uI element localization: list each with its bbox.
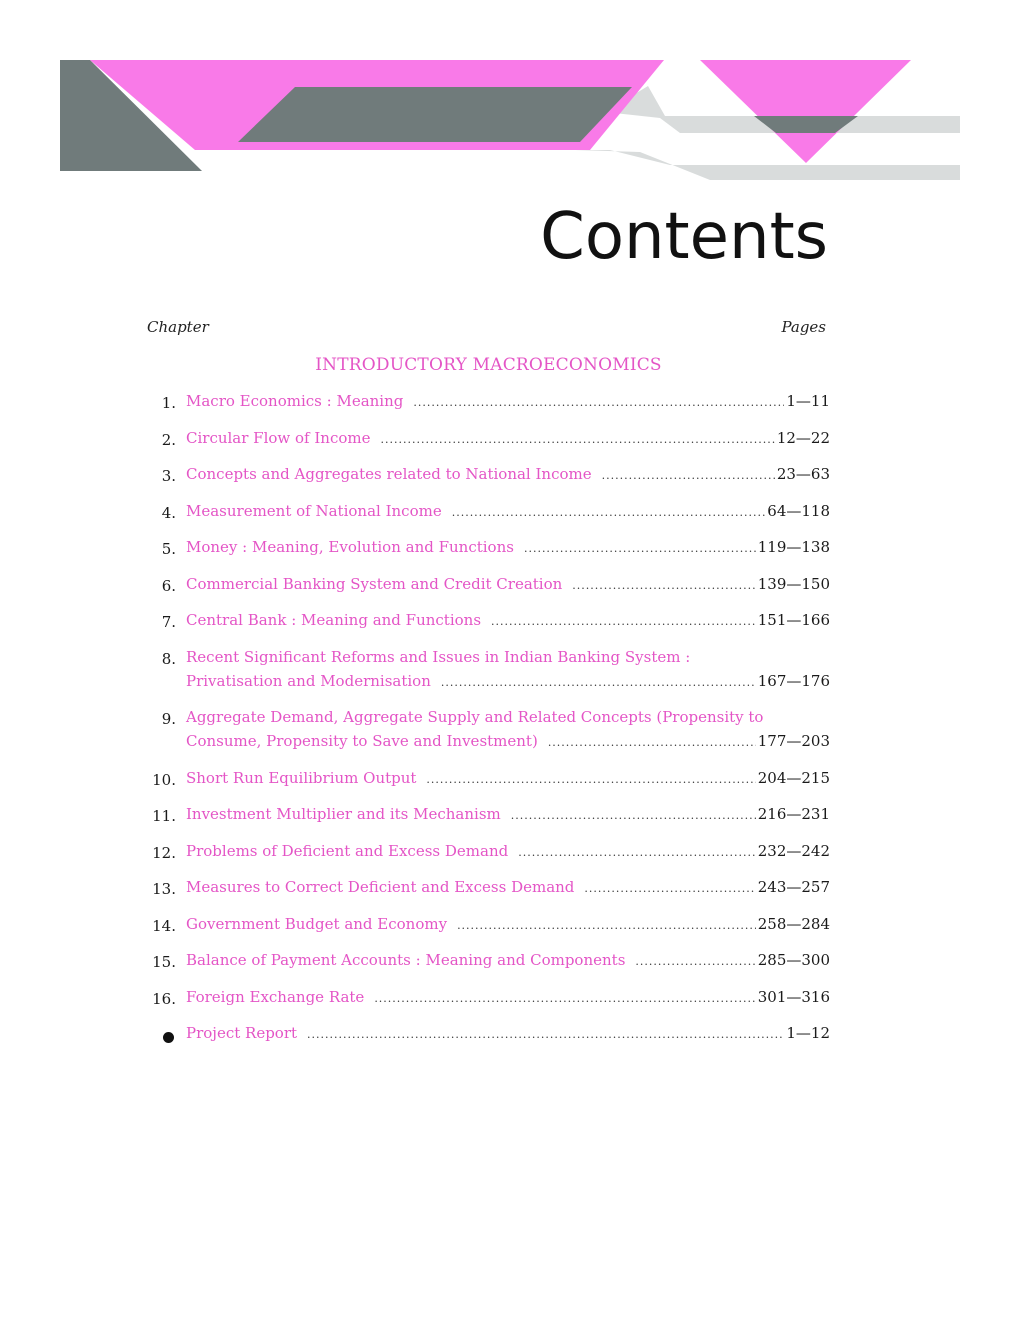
entry-title[interactable]: Project Report xyxy=(186,1024,298,1042)
dot-leader xyxy=(491,615,756,628)
entry-title-continued[interactable]: Consume, Propensity to Save and Investment) xyxy=(186,732,538,750)
toc-entry-7[interactable] xyxy=(147,611,830,648)
entry-number: 8. xyxy=(161,649,176,668)
entry-pages: 204—215 xyxy=(757,768,830,787)
toc-entry-14[interactable] xyxy=(147,915,830,952)
toc-entry-3[interactable] xyxy=(147,465,830,502)
dot-leader xyxy=(374,992,755,1005)
dot-leader xyxy=(441,676,756,689)
toc-entry-11[interactable] xyxy=(147,805,830,842)
decorative-banner xyxy=(0,0,1020,190)
toc-entry-10[interactable] xyxy=(147,769,830,806)
dot-leader xyxy=(635,955,755,968)
dot-leader xyxy=(572,579,755,592)
entry-pages: 23—63 xyxy=(776,465,830,483)
pages-column-header: Pages xyxy=(781,318,826,336)
toc-entry-15[interactable] xyxy=(147,951,830,988)
entry-title[interactable]: Problems of Deficient and Excess Demand xyxy=(186,841,509,860)
toc-entry-16[interactable] xyxy=(147,988,830,1025)
entry-pages: 177—203 xyxy=(757,732,830,750)
entry-number: 7. xyxy=(161,613,176,631)
entry-title[interactable]: Short Run Equilibrium Output xyxy=(186,768,417,787)
entry-pages: 232—242 xyxy=(757,841,830,860)
entry-number: 15. xyxy=(152,953,176,971)
entry-title[interactable]: Foreign Exchange Rate xyxy=(186,987,365,1006)
banner-light-gray-stripe-lower xyxy=(575,150,960,180)
entry-number: 14. xyxy=(152,916,176,935)
entry-title[interactable]: Measures to Correct Deficient and Excess Demand xyxy=(186,878,575,896)
dot-leader xyxy=(457,919,756,932)
entry-title[interactable]: Macro Economics : Meaning xyxy=(186,392,404,410)
entry-pages: 64—118 xyxy=(767,501,830,520)
entry-number: 5. xyxy=(161,540,176,558)
entry-pages: 285—300 xyxy=(757,951,830,969)
entry-pages: 301—316 xyxy=(757,987,830,1006)
toc-entry-1[interactable] xyxy=(147,392,830,429)
toc-entry-9[interactable] xyxy=(147,708,830,769)
entry-pages: 139—150 xyxy=(757,574,830,593)
bullet-icon xyxy=(163,1032,174,1043)
entry-title[interactable]: Commercial Banking System and Credit Creation xyxy=(186,574,563,593)
dot-leader xyxy=(426,773,755,786)
section-title: INTRODUCTORY MACROECONOMICS xyxy=(315,355,662,375)
entry-pages: 119—138 xyxy=(757,538,830,556)
toc-entry-8[interactable] xyxy=(147,648,830,709)
entry-number: 11. xyxy=(152,807,176,825)
toc-entry-4[interactable] xyxy=(147,502,830,539)
banner-gray-center-block xyxy=(238,87,632,142)
dot-leader xyxy=(602,469,775,482)
entry-title[interactable]: Recent Significant Reforms and Issues in Indian Banking System : xyxy=(186,647,691,666)
entry-number: 6. xyxy=(161,576,176,595)
page-title: Contents xyxy=(540,200,828,274)
entry-pages: 167—176 xyxy=(757,671,830,690)
entry-pages: 1—12 xyxy=(786,1024,830,1042)
entry-pages: 1—11 xyxy=(786,392,830,410)
dot-leader xyxy=(413,396,784,409)
dot-leader xyxy=(524,542,756,555)
entry-number: 16. xyxy=(152,989,176,1008)
toc-entry-12[interactable] xyxy=(147,842,830,879)
entry-pages: 243—257 xyxy=(757,878,830,896)
entry-title[interactable]: Investment Multiplier and its Mechanism xyxy=(186,805,501,823)
entry-number: 3. xyxy=(161,467,176,485)
toc-entry-6[interactable] xyxy=(147,575,830,612)
entry-title[interactable]: Measurement of National Income xyxy=(186,501,442,520)
table-of-contents xyxy=(147,392,830,1061)
entry-number: 4. xyxy=(161,503,176,522)
entry-number: 2. xyxy=(161,430,176,449)
entry-title[interactable]: Concepts and Aggregates related to National Income xyxy=(186,465,592,483)
toc-entry-project-report[interactable] xyxy=(147,1024,830,1061)
entry-number: 12. xyxy=(152,843,176,862)
dot-leader xyxy=(452,506,766,519)
banner-pink-triangle xyxy=(700,60,911,163)
dot-leader xyxy=(584,882,755,895)
entry-title[interactable]: Central Bank : Meaning and Functions xyxy=(186,611,482,629)
toc-entry-5[interactable] xyxy=(147,538,830,575)
toc-entry-2[interactable] xyxy=(147,429,830,466)
entry-number: 1. xyxy=(161,394,176,412)
entry-title[interactable]: Balance of Payment Accounts : Meaning and Components xyxy=(186,951,626,969)
entry-number: 9. xyxy=(161,710,176,728)
dot-leader xyxy=(307,1028,784,1041)
entry-pages: 151—166 xyxy=(757,611,830,629)
dot-leader xyxy=(511,809,756,822)
chapter-column-header: Chapter xyxy=(147,318,209,336)
dot-leader xyxy=(518,846,756,859)
dot-leader xyxy=(381,433,775,446)
dot-leader xyxy=(548,736,756,749)
entry-pages: 216—231 xyxy=(757,805,830,823)
entry-pages: 258—284 xyxy=(757,914,830,933)
toc-entry-13[interactable] xyxy=(147,878,830,915)
entry-number: 10. xyxy=(152,770,176,789)
entry-pages: 12—22 xyxy=(776,428,830,447)
entry-title[interactable]: Circular Flow of Income xyxy=(186,428,371,447)
entry-number: 13. xyxy=(152,880,176,898)
entry-title[interactable]: Aggregate Demand, Aggregate Supply and Related Concepts (Propensity to xyxy=(186,708,764,726)
entry-title[interactable]: Money : Meaning, Evolution and Functions xyxy=(186,538,514,556)
entry-title-continued[interactable]: Privatisation and Modernisation xyxy=(186,671,431,690)
entry-title[interactable]: Government Budget and Economy xyxy=(186,914,448,933)
